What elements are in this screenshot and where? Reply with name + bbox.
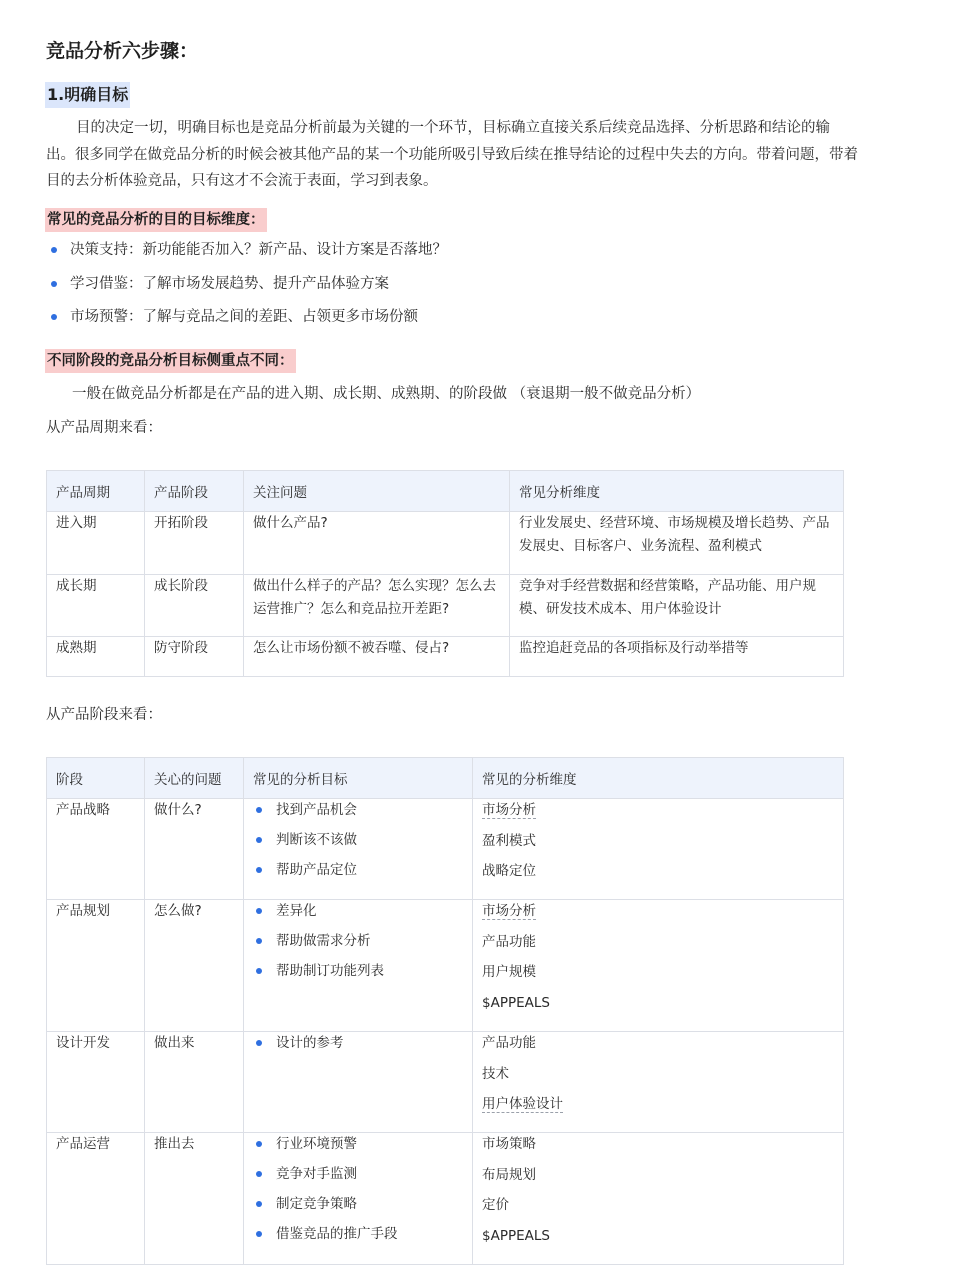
dimension-link: 市场分析 [482, 903, 536, 919]
cycle-label: 从产品周期来看： [46, 420, 162, 436]
product-cycle-table [46, 470, 844, 677]
goal-list [50, 240, 447, 341]
goal-bullets [253, 1032, 463, 1062]
bullet-icon [256, 1141, 262, 1147]
bullet-icon [256, 1171, 262, 1177]
list-item: 判断该不该做 [253, 829, 463, 859]
list-item: 制定竞争策略 [253, 1193, 463, 1223]
table-cell: 做出来 [145, 1032, 244, 1133]
list-item: 学习借鉴：了解市场发展趋势、提升产品体验方案 [50, 274, 447, 308]
table-cell: 推出去 [145, 1133, 244, 1265]
dimension-text: 盈利模式 [482, 832, 536, 849]
table-row [47, 512, 844, 575]
section-heading: 1.明确目标 [45, 82, 130, 108]
table-cell [473, 1133, 844, 1265]
table-cell: 怎么做? [145, 900, 244, 1032]
table-cell [244, 799, 473, 900]
column-header: 产品阶段 [145, 471, 244, 512]
list-item: 帮助制订功能列表 [253, 960, 463, 990]
list-item: 帮助做需求分析 [253, 930, 463, 960]
table-row [47, 637, 844, 677]
table-cell: 进入期 [47, 512, 145, 575]
dimension-text: 产品功能 [482, 933, 536, 950]
list-item: 帮助产品定位 [253, 859, 463, 889]
table-header-row [47, 471, 844, 512]
bullet-icon [256, 908, 262, 914]
stage-focus-heading: 不同阶段的竞品分析目标侧重点不同： [45, 349, 296, 373]
dimension-text: 战略定位 [482, 863, 536, 879]
table-row [47, 1133, 844, 1265]
table-row [47, 1032, 844, 1133]
table-row [47, 799, 844, 900]
list-item: 差异化 [253, 900, 463, 930]
table-cell: 开拓阶段 [145, 512, 244, 575]
bullet-icon [256, 1040, 262, 1046]
column-header: 常见的分析目标 [244, 758, 473, 799]
dimension-text: 市场策略 [482, 1136, 536, 1152]
list-item: 决策支持：新功能能否加入？新产品、设计方案是否落地？ [50, 240, 447, 274]
table-cell: 产品规划 [47, 900, 145, 1032]
dimension-link: 用户体验设计 [482, 1096, 563, 1112]
table-cell: 设计开发 [47, 1032, 145, 1133]
list-item: 竞争对手监测 [253, 1163, 463, 1193]
table-cell [244, 900, 473, 1032]
bullet-icon [256, 807, 262, 813]
bullet-icon [256, 1231, 262, 1237]
table-cell: 做出什么样子的产品？怎么实现？怎么去运营推广？怎么和竞品拉开差距? [244, 575, 510, 637]
table-cell: 做什么? [145, 799, 244, 900]
dimension-text: 定价 [482, 1197, 509, 1213]
bullet-icon [51, 281, 57, 287]
dimension-text: $APPEALS [482, 994, 550, 1011]
bullet-icon [256, 867, 262, 873]
column-header: 常见的分析维度 [473, 758, 844, 799]
stage-label: 从产品阶段来看： [46, 707, 162, 723]
table-cell: 怎么让市场份额不被吞噬、侵占? [244, 637, 510, 677]
list-item: 市场预警：了解与竞品之间的差距、占领更多市场份额 [50, 307, 447, 341]
page-title: 竞品分析六步骤： [46, 40, 199, 62]
intro-paragraph: 目的决定一切，明确目标也是竞品分析前最为关键的一个环节，目标确立直接关系后续竞品选择、分析思路和结论的输出。很多同学在做竞品分析的时候会被其他产品的某一个功能所吸引导致后续在推导结论的过程中失去的方向。带着问题，带着目的去分析体验竞品，只有这才不会流于表面，学习到表象。 [46, 120, 858, 189]
goal-bullets [253, 799, 463, 889]
table-cell: 行业发展史、经营环境、市场规模及增长趋势、产品发展史、目标客户、业务流程、盈利模式 [510, 512, 844, 575]
table-cell: 成熟期 [47, 637, 145, 677]
goal-dimension-heading: 常见的竞品分析的目的目标维度： [45, 208, 267, 232]
dimension-link: 市场分析 [482, 802, 536, 818]
table-cell: 产品运营 [47, 1133, 145, 1265]
table-cell: 监控追赶竞品的各项指标及行动举措等 [510, 637, 844, 677]
table-cell: 成长阶段 [145, 575, 244, 637]
column-header: 阶段 [47, 758, 145, 799]
table-cell [244, 1032, 473, 1133]
column-header: 常见分析维度 [510, 471, 844, 512]
table-cell [473, 900, 844, 1032]
table-cell [473, 799, 844, 900]
table-cell: 产品战略 [47, 799, 145, 900]
list-item: 找到产品机会 [253, 799, 463, 829]
bullet-icon [256, 968, 262, 974]
column-header: 关注问题 [244, 471, 510, 512]
table-cell [473, 1032, 844, 1133]
dimension-text: 用户规模 [482, 964, 536, 980]
table-row [47, 900, 844, 1032]
product-stage-table [46, 757, 844, 1265]
list-item: 行业环境预警 [253, 1133, 463, 1163]
stage-note: 一般在做竞品分析都是在产品的进入期、成长期、成熟期、的阶段做 （衰退期一般不做竞品分析） [72, 386, 701, 402]
dimension-text: $APPEALS [482, 1227, 550, 1244]
dimension-text: 布局规划 [482, 1166, 536, 1183]
bullet-icon [256, 837, 262, 843]
bullet-icon [256, 1201, 262, 1207]
bullet-icon [256, 938, 262, 944]
list-item: 借鉴竞品的推广手段 [253, 1223, 463, 1253]
column-header: 关心的问题 [145, 758, 244, 799]
table-cell: 做什么产品? [244, 512, 510, 575]
bullet-icon [51, 247, 57, 253]
dimension-text: 技术 [482, 1065, 509, 1082]
table-cell [244, 1133, 473, 1265]
list-item: 设计的参考 [253, 1032, 463, 1062]
goal-bullets [253, 900, 463, 990]
dimension-text: 产品功能 [482, 1035, 536, 1051]
table-cell: 竞争对手经营数据和经营策略，产品功能、用户规模、研发技术成本、用户体验设计 [510, 575, 844, 637]
goal-bullets [253, 1133, 463, 1253]
bullet-icon [51, 314, 57, 320]
column-header: 产品周期 [47, 471, 145, 512]
table-cell: 防守阶段 [145, 637, 244, 677]
table-header-row [47, 758, 844, 799]
table-cell: 成长期 [47, 575, 145, 637]
table-row [47, 575, 844, 637]
